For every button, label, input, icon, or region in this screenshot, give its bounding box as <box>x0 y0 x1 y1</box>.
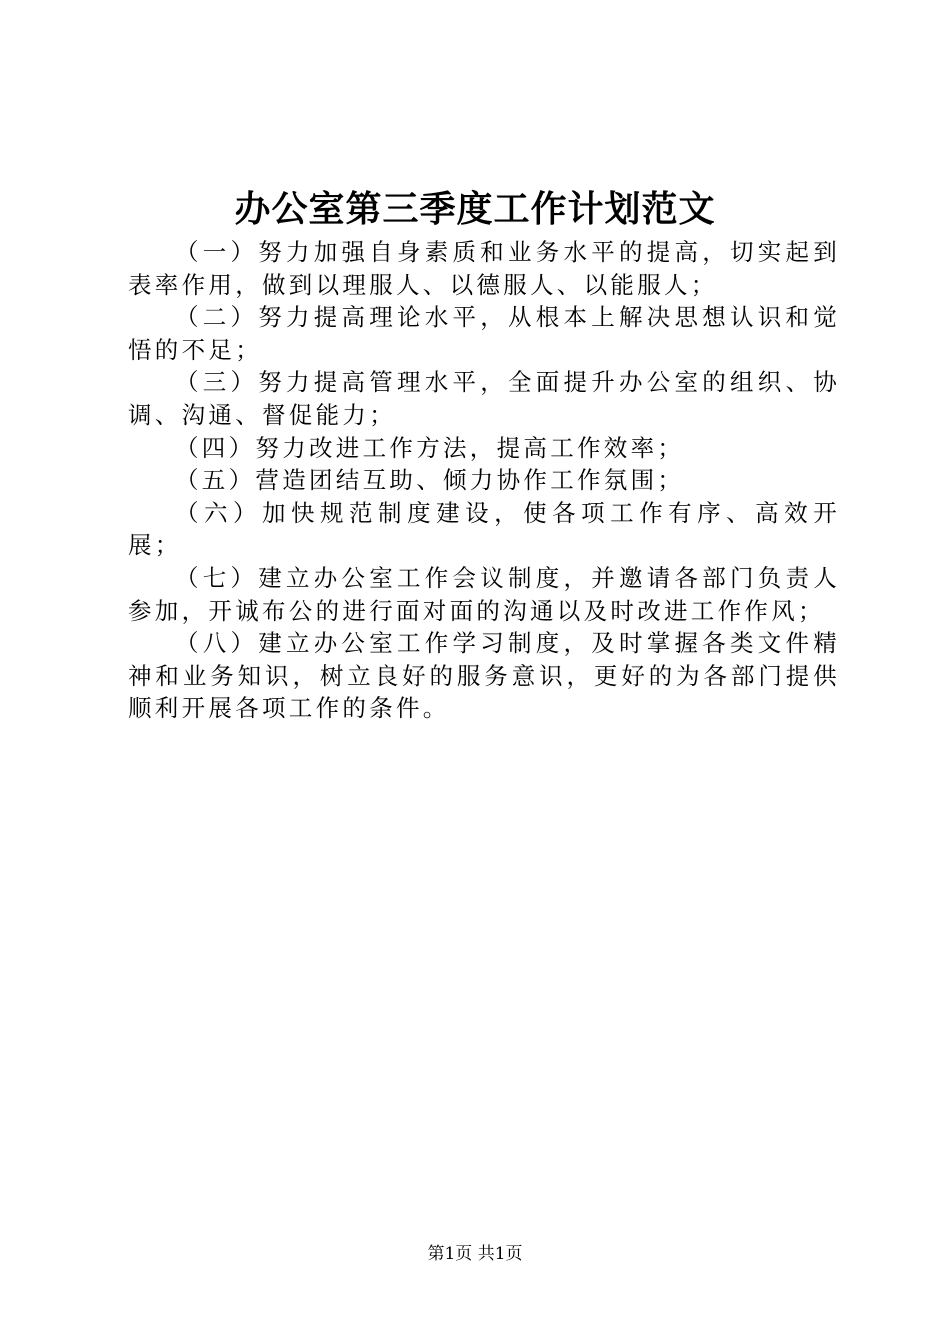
document-title: 办公室第三季度工作计划范文 <box>234 188 716 230</box>
paragraph-1: （一）努力加强自身素质和业务水平的提高，切实起到表率作用，做到以理服人、以德服人、以能服人； <box>128 238 840 299</box>
paragraph-5: （五）营造团结互助、倾力协作工作氛围； <box>175 466 685 495</box>
paragraph-6: （六）加快规范制度建设，使各项工作有序、高效开展； <box>128 498 840 560</box>
paragraph-2: （二）努力提高理论水平，从根本上解决思想认识和觉悟的不足； <box>128 303 840 364</box>
paragraph-4: （四）努力改进工作方法，提高工作效率； <box>175 433 685 462</box>
paragraph-3: （三）努力提高管理水平，全面提升办公室的组织、协调、沟通、督促能力； <box>128 368 840 429</box>
paragraph-7: （七）建立办公室工作会议制度，并邀请各部门负责人参加，开诚布公的进行面对面的沟通以及时改进工作作风； <box>128 563 840 625</box>
page-footer: 第1页 共1页 <box>427 1244 523 1264</box>
paragraph-8: （八）建立办公室工作学习制度，及时掌握各类文件精神和业务知识，树立良好的服务意识，更好的为各部门提供顺利开展各项工作的条件。 <box>128 629 840 723</box>
document-body <box>128 236 840 725</box>
